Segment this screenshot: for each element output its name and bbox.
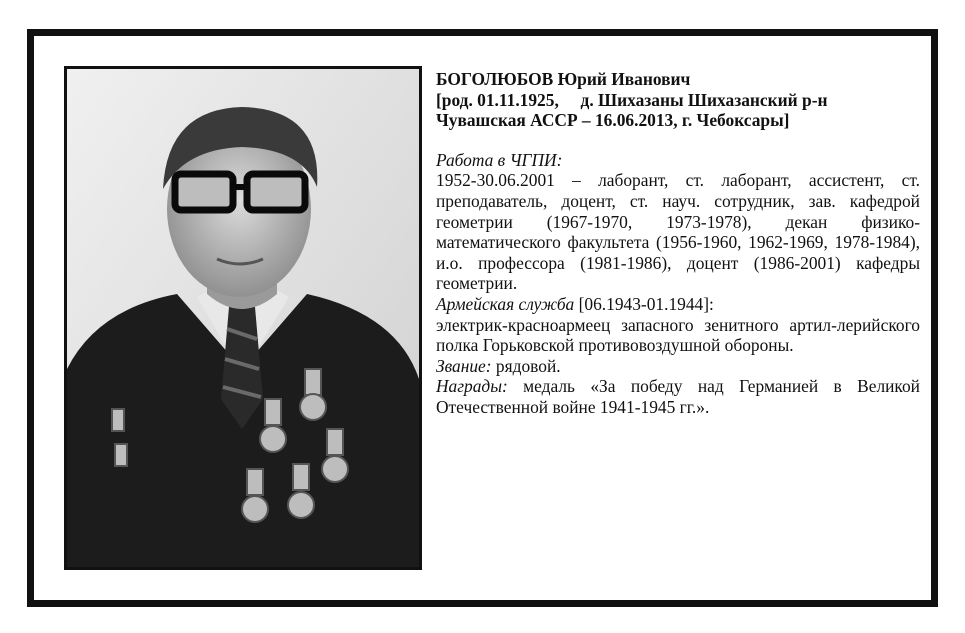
person-name: БОГОЛЮБОВ Юрий Иванович bbox=[436, 69, 691, 89]
army-text: электрик-красноармеец запасного зенитного артил-лерийского полка Горьковской противовоздушной обороны. bbox=[436, 314, 920, 356]
army-period: [06.1943-01.1944]: bbox=[574, 293, 714, 314]
work-text: 1952-30.06.2001 – лаборант, ст. лаборант, ассистент, ст. преподаватель, доцент, ст. науч. сотрудник, зав. кафедрой геометрии (1967-1970, 1973-1978), декан физико-математического факультета (1956-1960, 1962-1969, 1978-1984), и.о. профессора (1981-1986), доцент (1986-2001) кафедры геометрии. bbox=[436, 170, 920, 294]
birth-info: [род. 01.11.1925, д. Шихазаны Шихазанский р-н bbox=[436, 89, 828, 110]
awards-line bbox=[436, 376, 920, 417]
biography-text bbox=[436, 69, 920, 418]
card-frame bbox=[27, 29, 938, 607]
rank-text: рядовой. bbox=[491, 355, 561, 376]
awards-text: медаль «За победу над Германией в Великой Отечественной войне 1941-1945 гг.». bbox=[436, 376, 920, 417]
rank-line bbox=[436, 356, 920, 377]
army-line bbox=[436, 294, 920, 315]
portrait-photo bbox=[64, 66, 422, 570]
portrait-photo-icon bbox=[67, 69, 419, 567]
rank-label: Звание: bbox=[436, 355, 492, 376]
army-label: Армейская служба bbox=[436, 293, 575, 314]
work-label: Работа в ЧГПИ: bbox=[436, 149, 563, 170]
awards-label: Награды: bbox=[436, 376, 508, 397]
death-info: Чувашская АССР – 16.06.2013, г. Чебоксары] bbox=[436, 110, 790, 131]
